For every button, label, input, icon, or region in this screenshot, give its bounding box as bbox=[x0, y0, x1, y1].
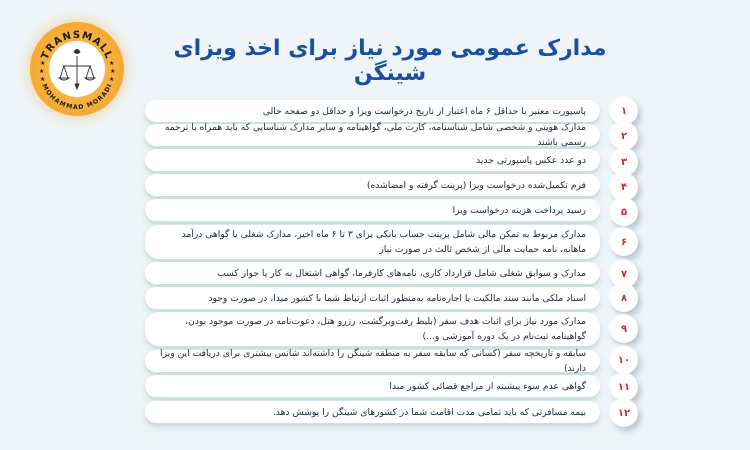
svg-text:★: ★ bbox=[39, 68, 45, 75]
svg-text:★: ★ bbox=[109, 60, 115, 67]
list-item bbox=[145, 262, 600, 284]
item-number-badge: ۱۲ bbox=[610, 399, 638, 427]
item-number-badge: ۴ bbox=[610, 173, 638, 201]
item-number-badge: ۱۱ bbox=[610, 373, 638, 401]
svg-text:★: ★ bbox=[40, 60, 46, 67]
svg-text:★: ★ bbox=[109, 76, 115, 83]
item-text: گواهی عدم سوء پیشینه از مراجع قضائی کشور مبدا bbox=[389, 380, 586, 392]
list-item bbox=[145, 287, 600, 309]
list-item bbox=[145, 174, 600, 196]
item-number-badge: ۲ bbox=[610, 122, 638, 150]
item-text: مدارک و سوابق شغلی شامل قرارداد کاری، نامه‌های کارفرما، گواهی اشتغال به کار یا جواز کسب bbox=[217, 267, 586, 279]
list-item bbox=[145, 375, 600, 397]
item-text: مدارک مربوط به تمکن مالی شامل پرینت حساب بانکی برای ۳ تا ۶ ماه اخیر، مدارک شغلی یا گواهی درآمد ماهانه، نامه حمایت مالی از شخص ثالث در صورت نیاز bbox=[181, 229, 586, 255]
item-text: پاسپورت معتبر با حداقل ۶ ماه اعتبار از تاریخ درخواست ویزا و حداقل دو صفحه خالی bbox=[262, 105, 586, 117]
list-item bbox=[145, 199, 600, 221]
item-number-badge: ۵ bbox=[610, 198, 638, 226]
svg-text:★: ★ bbox=[40, 76, 46, 83]
logo-top-text: TRANSMALL bbox=[39, 29, 115, 62]
item-text: بیمه مسافرتی که باید تمامی مدت اقامت شما در کشورهای شینگن را پوشش دهد. bbox=[272, 406, 586, 418]
list-item bbox=[145, 312, 600, 346]
item-number-badge: ۱۰ bbox=[610, 346, 638, 374]
list-item bbox=[145, 401, 600, 423]
item-text: اسناد ملکی مانند سند مالکیت یا اجاره‌نامه به‌منظور اثبات ارتباط شما با کشور مبدا، در صورت وجود bbox=[208, 292, 586, 304]
item-text: دو عدد عکس پاسپورتی جدید bbox=[476, 154, 586, 166]
list-item bbox=[145, 149, 600, 171]
list-item bbox=[145, 100, 600, 122]
item-number-badge: ۶ bbox=[610, 228, 638, 256]
item-number-badge: ۹ bbox=[610, 315, 638, 343]
item-text: مدارک هویتی و شخصی شامل شناسنامه، کارت ملی، گواهینامه و سایر مدارک شناسایی که باید همراه با ترجمه رسمی باشند bbox=[164, 122, 586, 148]
scales-of-justice-emblem-icon bbox=[30, 22, 124, 116]
page-title: مدارک عمومی مورد نیاز برای اخذ ویزای شینگن bbox=[173, 36, 607, 86]
item-text: مدارک مورد نیاز برای اثبات هدف سفر (بلیط رفت‌وبرگشت، رزرو هتل، دعوت‌نامه در صورت موجود بودن، گواهینامه ثبت‌نام در یک دوره آموزشی و...) bbox=[185, 316, 586, 342]
item-number-badge: ۳ bbox=[610, 148, 638, 176]
logo bbox=[30, 22, 124, 116]
list-item bbox=[145, 225, 600, 259]
svg-text:★: ★ bbox=[110, 68, 116, 75]
item-text: فرم تکمیل‌شده درخواست ویزا (پرینت گرفته و امضاشده) bbox=[366, 179, 586, 191]
item-number-badge: ۷ bbox=[610, 260, 638, 288]
item-number-badge: ۱ bbox=[610, 97, 638, 125]
list-item bbox=[145, 350, 600, 372]
list-item bbox=[145, 124, 600, 146]
item-text: سابقه و تاریخچه سفر (کسانی که سابقه سفر به منطقه شینگن را داشته‌اند شانس بیشتری برای دریافت این ویزا دارند) bbox=[160, 348, 586, 374]
logo-bottom-text: MOHAMMAD MORADI bbox=[40, 82, 114, 112]
item-text: رسید پرداخت هزینه درخواست ویزا bbox=[452, 204, 586, 216]
item-number-badge: ۸ bbox=[610, 284, 638, 312]
